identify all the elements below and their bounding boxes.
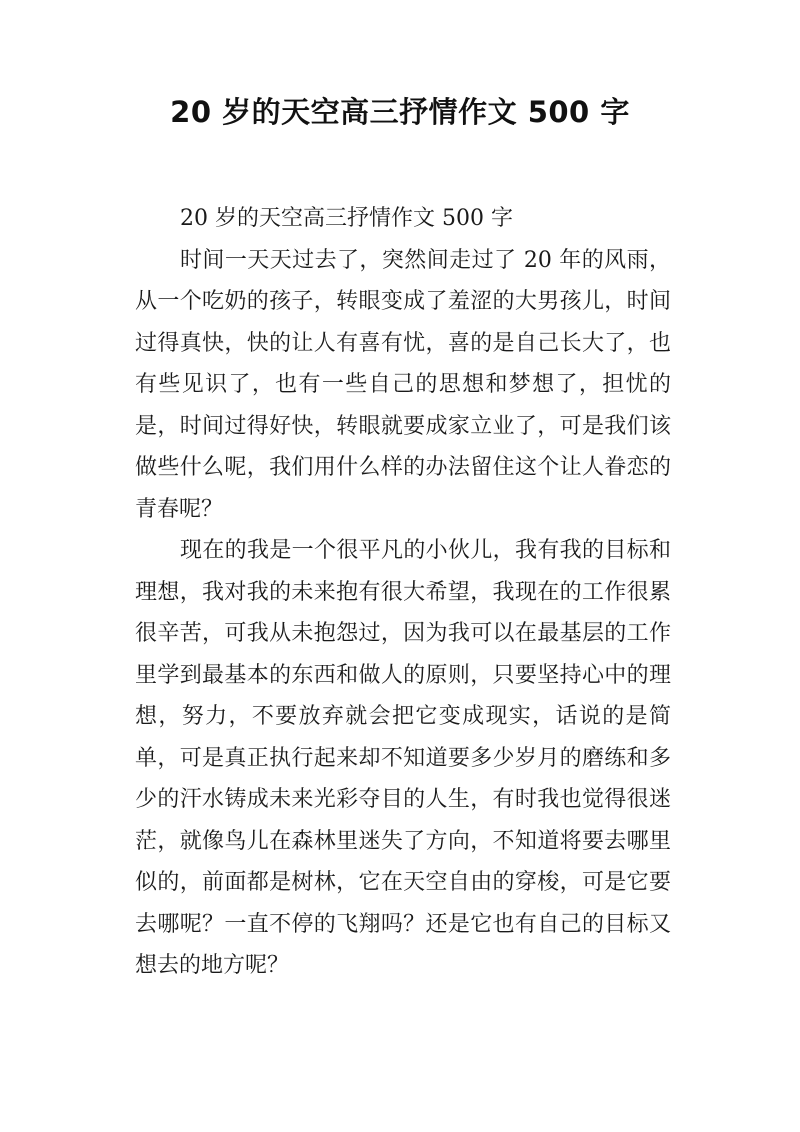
page-title: 20 岁的天空高三抒情作文 500 字 — [170, 95, 630, 129]
paragraph-1: 时间一天天过去了，突然间走过了 20 年的风雨，从一个吃奶的孩子，转眼变成了羞涩的大男孩儿，时间过得真快，快的让人有喜有忧，喜的是自己长大了，也有些见识了，也有一些自己的思想和梦想了，担忧的是，时间过得好快，转眼就要成家立业了，可是我们该做些什么呢，我们用什么样的办法留住这个让人眷恋的青春呢？ — [135, 247, 671, 522]
paragraph-2: 现在的我是一个很平凡的小伙儿，我有我的目标和理想，我对我的未来抱有很大希望，我现在的工作很累很辛苦，可我从未抱怨过，因为我可以在最基层的工作里学到最基本的东西和做人的原则，只要坚持心中的理想，努力，不要放弃就会把它变成现实，话说的是简单，可是真正执行起来却不知道要多少岁月的磨练和多少的汗水铸成未来光彩夺目的人生，有时我也觉得很迷茫，就像鸟儿在森林里迷失了方向，不知道将要去哪里似的，前面都是树林，它在天空自由的穿梭，可是它要去哪呢？一直不停的飞翔吗？还是它也有自己的目标又想去的地方呢？ — [135, 538, 671, 978]
article-subtitle: 20 岁的天空高三抒情作文 500 字 — [180, 206, 513, 231]
article-body — [135, 198, 671, 987]
